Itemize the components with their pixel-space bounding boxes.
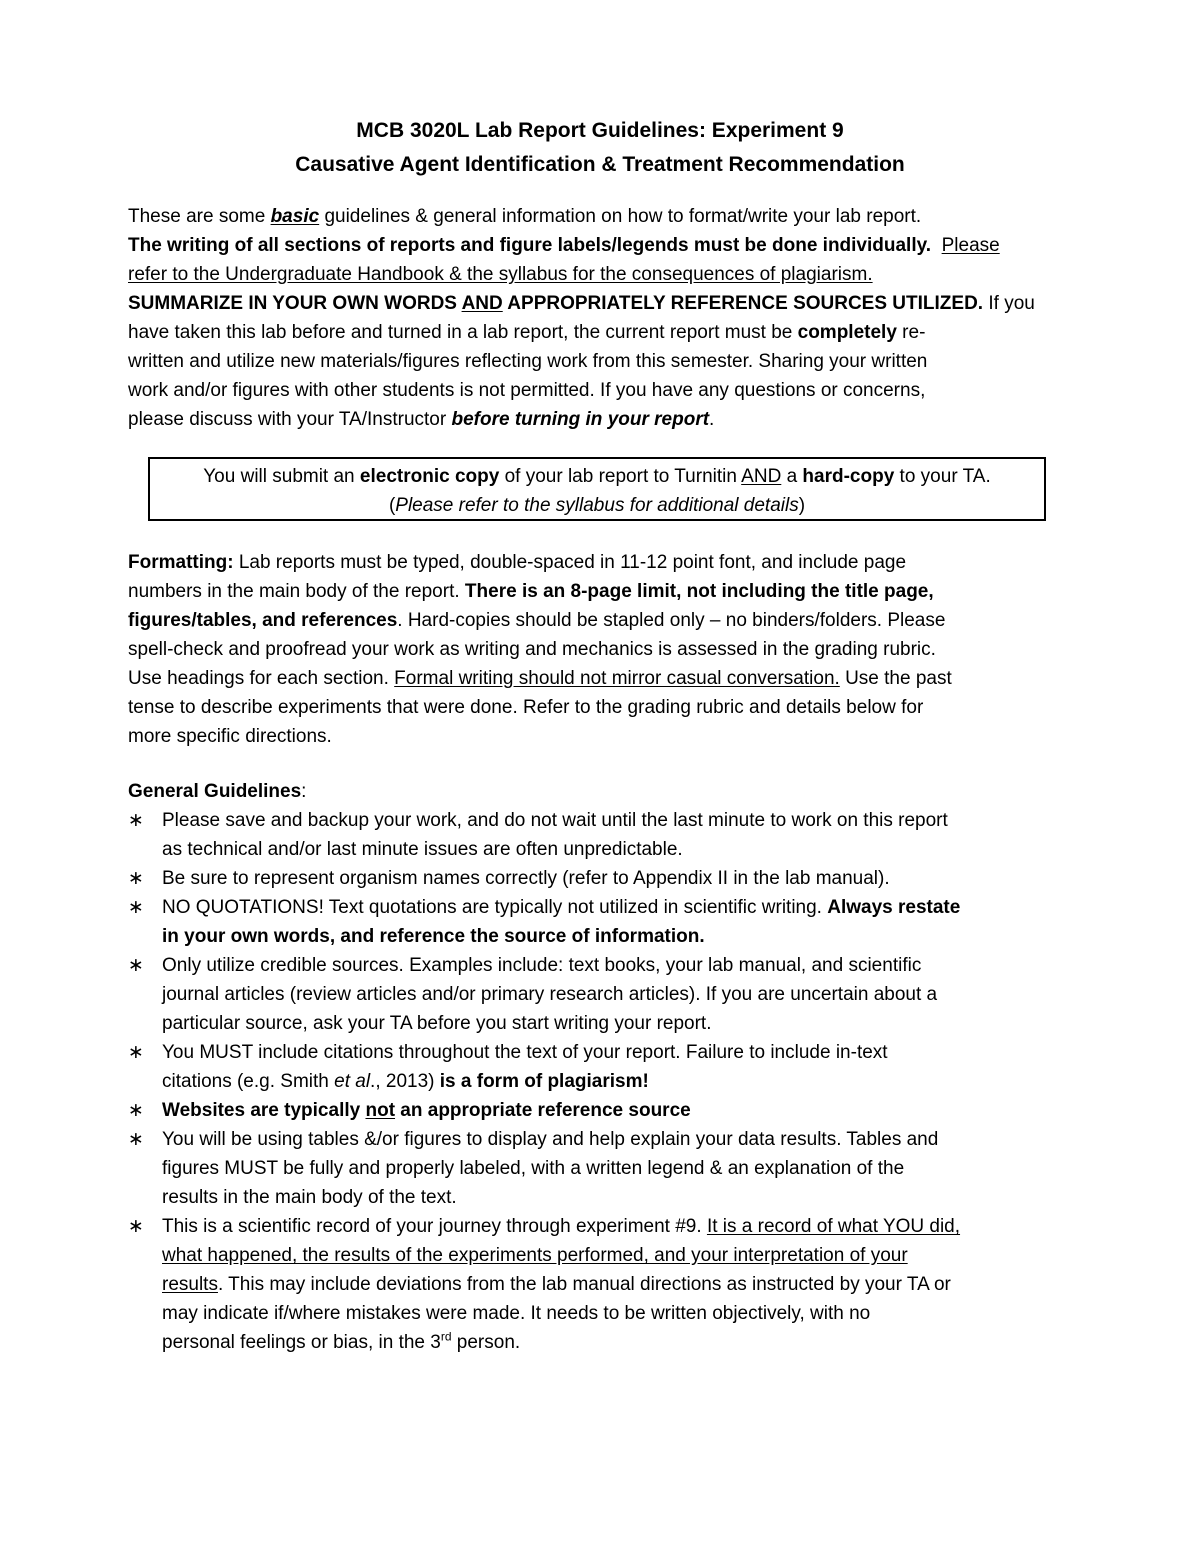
bullet-icon: ∗ [128, 810, 144, 831]
list-item-text: journal articles (review articles and/or primary research articles). If you are uncertain about a [162, 984, 938, 1005]
record-note: what happened, the results of the experiments performed, and your interpretation of your [162, 1245, 908, 1266]
formatting-paragraph [128, 548, 1076, 751]
emphasis-basic: basic [270, 206, 320, 227]
list-item-emphasis: Websites are typically [162, 1100, 366, 1121]
intro-text: guidelines & general information on how to format/write your lab report. [319, 206, 922, 227]
paren: ( [388, 495, 396, 516]
formatting-text: spell-check and proofread your work as writing and mechanics is assessed in the grading rubric. [128, 639, 936, 660]
emphasis-hard-copy: hard-copy [802, 466, 895, 487]
list-item [128, 951, 1076, 1038]
intro-paragraph [128, 202, 1076, 434]
intro-text: please discuss with your TA/Instructor [128, 409, 452, 430]
list-item-text: This is a scientific record of your journey through experiment #9. [162, 1216, 707, 1237]
bullet-icon: ∗ [128, 868, 144, 889]
submission-notice-box [148, 457, 1046, 521]
list-item-text: NO QUOTATIONS! Text quotations are typically not utilized in scientific writing. [162, 897, 828, 918]
submit-text: to your TA. [894, 466, 991, 487]
list-item-text: You MUST include citations throughout the text of your report. Failure to include in-text [162, 1042, 888, 1063]
plagiarism-reference: refer to the Undergraduate Handbook & the syllabus for the consequences of plagiarism. [128, 264, 873, 285]
bullet-icon: ∗ [128, 1129, 144, 1150]
guidelines-heading: General Guidelines [128, 781, 302, 802]
emphasis-completely: completely [797, 322, 897, 343]
emphasis-electronic-copy: electronic copy [359, 466, 500, 487]
list-item-text: as technical and/or last minute issues are often unpredictable. [162, 839, 683, 860]
list-item [128, 1038, 1076, 1096]
plagiarism-reference: Please [941, 235, 1000, 256]
list-item-emphasis: an appropriate reference source [395, 1100, 691, 1121]
title-line-2: Causative Agent Identification & Treatment Recommendation [295, 153, 905, 176]
formatting-text: more specific directions. [128, 726, 332, 747]
emphasis-before-turning-in: before turning in your report [451, 409, 710, 430]
document-title [0, 114, 1200, 182]
bullet-icon: ∗ [128, 897, 144, 918]
page-limit-notice: figures/tables, and references [128, 610, 398, 631]
list-item [128, 1096, 1076, 1125]
formatting-text: Use headings for each section. [128, 668, 395, 689]
formatting-text: tense to describe experiments that were done. Refer to the grading rubric and details below for [128, 697, 924, 718]
submit-text: a [781, 466, 803, 487]
emphasis-not: not [365, 1100, 396, 1121]
intro-text: These are some [128, 206, 271, 227]
submit-text: You will submit an [203, 466, 360, 487]
emphasis-and: AND [461, 293, 503, 314]
list-item-text: results in the main body of the text. [162, 1187, 457, 1208]
formatting-text: numbers in the main body of the report. [128, 581, 465, 602]
syllabus-note: Please refer to the syllabus for additional details [395, 495, 799, 516]
summarize-notice: SUMMARIZE IN YOUR OWN WORDS [128, 293, 462, 314]
bullet-icon: ∗ [128, 955, 144, 976]
et-al: et al [334, 1071, 371, 1092]
intro-text: re- [896, 322, 926, 343]
list-item [128, 806, 1076, 864]
intro-text: work and/or figures with other students is not permitted. If you have any questions or concerns, [128, 380, 926, 401]
list-item-text: particular source, ask your TA before you start writing your report. [162, 1013, 712, 1034]
intro-text: . [709, 409, 715, 430]
list-item-text: . This may include deviations from the lab manual directions as instructed by your TA or [217, 1274, 951, 1295]
intro-text: written and utilize new materials/figures reflecting work from this semester. Sharing your written [128, 351, 928, 372]
list-item [128, 864, 1076, 893]
title-line-1: MCB 3020L Lab Report Guidelines: Experiment 9 [356, 119, 844, 142]
formatting-text: Use the past [839, 668, 952, 689]
submit-text: of your lab report to Turnitin [499, 466, 742, 487]
list-item-text: Be sure to represent organism names correctly (refer to Appendix II in the lab manual). [162, 868, 890, 889]
summarize-notice: APPROPRIATELY REFERENCE SOURCES UTILIZED. [502, 293, 984, 314]
list-item [128, 893, 1076, 951]
emphasis-and: AND [741, 466, 782, 487]
bullet-icon: ∗ [128, 1216, 144, 1237]
list-item-text: Please save and backup your work, and do not wait until the last minute to work on this report [162, 810, 948, 831]
list-item [128, 1212, 1076, 1357]
list-item-emphasis: in your own words, and reference the source of information. [162, 926, 705, 947]
list-item [128, 1125, 1076, 1212]
list-item-text: You will be using tables &/or figures to display and help explain your data results. Tables and [162, 1129, 939, 1150]
guidelines-heading-colon: : [301, 781, 307, 802]
list-item-text: Only utilize credible sources. Examples include: text books, your lab manual, and scientific [162, 955, 922, 976]
intro-text: have taken this lab before and turned in a lab report, the current report must be [128, 322, 798, 343]
record-note: It is a record of what YOU did, [706, 1216, 961, 1237]
formatting-text: Lab reports must be typed, double-spaced in 11-12 point font, and include page [233, 552, 907, 573]
list-item-text: may indicate if/where mistakes were made. It needs to be written objectively, with no [162, 1303, 871, 1324]
list-item-text: citations (e.g. Smith [162, 1071, 335, 1092]
intro-text: If you [983, 293, 1035, 314]
record-note: results [162, 1274, 218, 1295]
list-item-emphasis: is a form of plagiarism! [439, 1071, 649, 1092]
guidelines-list [128, 806, 1076, 1357]
list-item-text: personal feelings or bias, in the 3 [162, 1332, 441, 1353]
general-guidelines-section [128, 777, 1076, 1357]
list-item-text: person. [451, 1332, 521, 1353]
formatting-text: . Hard-copies should be stapled only – no binders/folders. Please [397, 610, 946, 631]
page-limit-notice: There is an 8-page limit, not including the title page, [464, 581, 934, 602]
list-item-emphasis: Always restate [827, 897, 961, 918]
list-item-text: figures MUST be fully and properly labeled, with a written legend & an explanation of the [162, 1158, 905, 1179]
bullet-icon: ∗ [128, 1100, 144, 1121]
list-item-text: ., 2013) [370, 1071, 440, 1092]
formatting-heading: Formatting: [128, 552, 234, 573]
bullet-icon: ∗ [128, 1042, 144, 1063]
paren: ) [798, 495, 806, 516]
ordinal-suffix: rd [440, 1329, 452, 1344]
formal-writing-note: Formal writing should not mirror casual conversation. [394, 668, 840, 689]
individual-work-notice: The writing of all sections of reports and figure labels/legends must be done individually. [128, 235, 932, 256]
